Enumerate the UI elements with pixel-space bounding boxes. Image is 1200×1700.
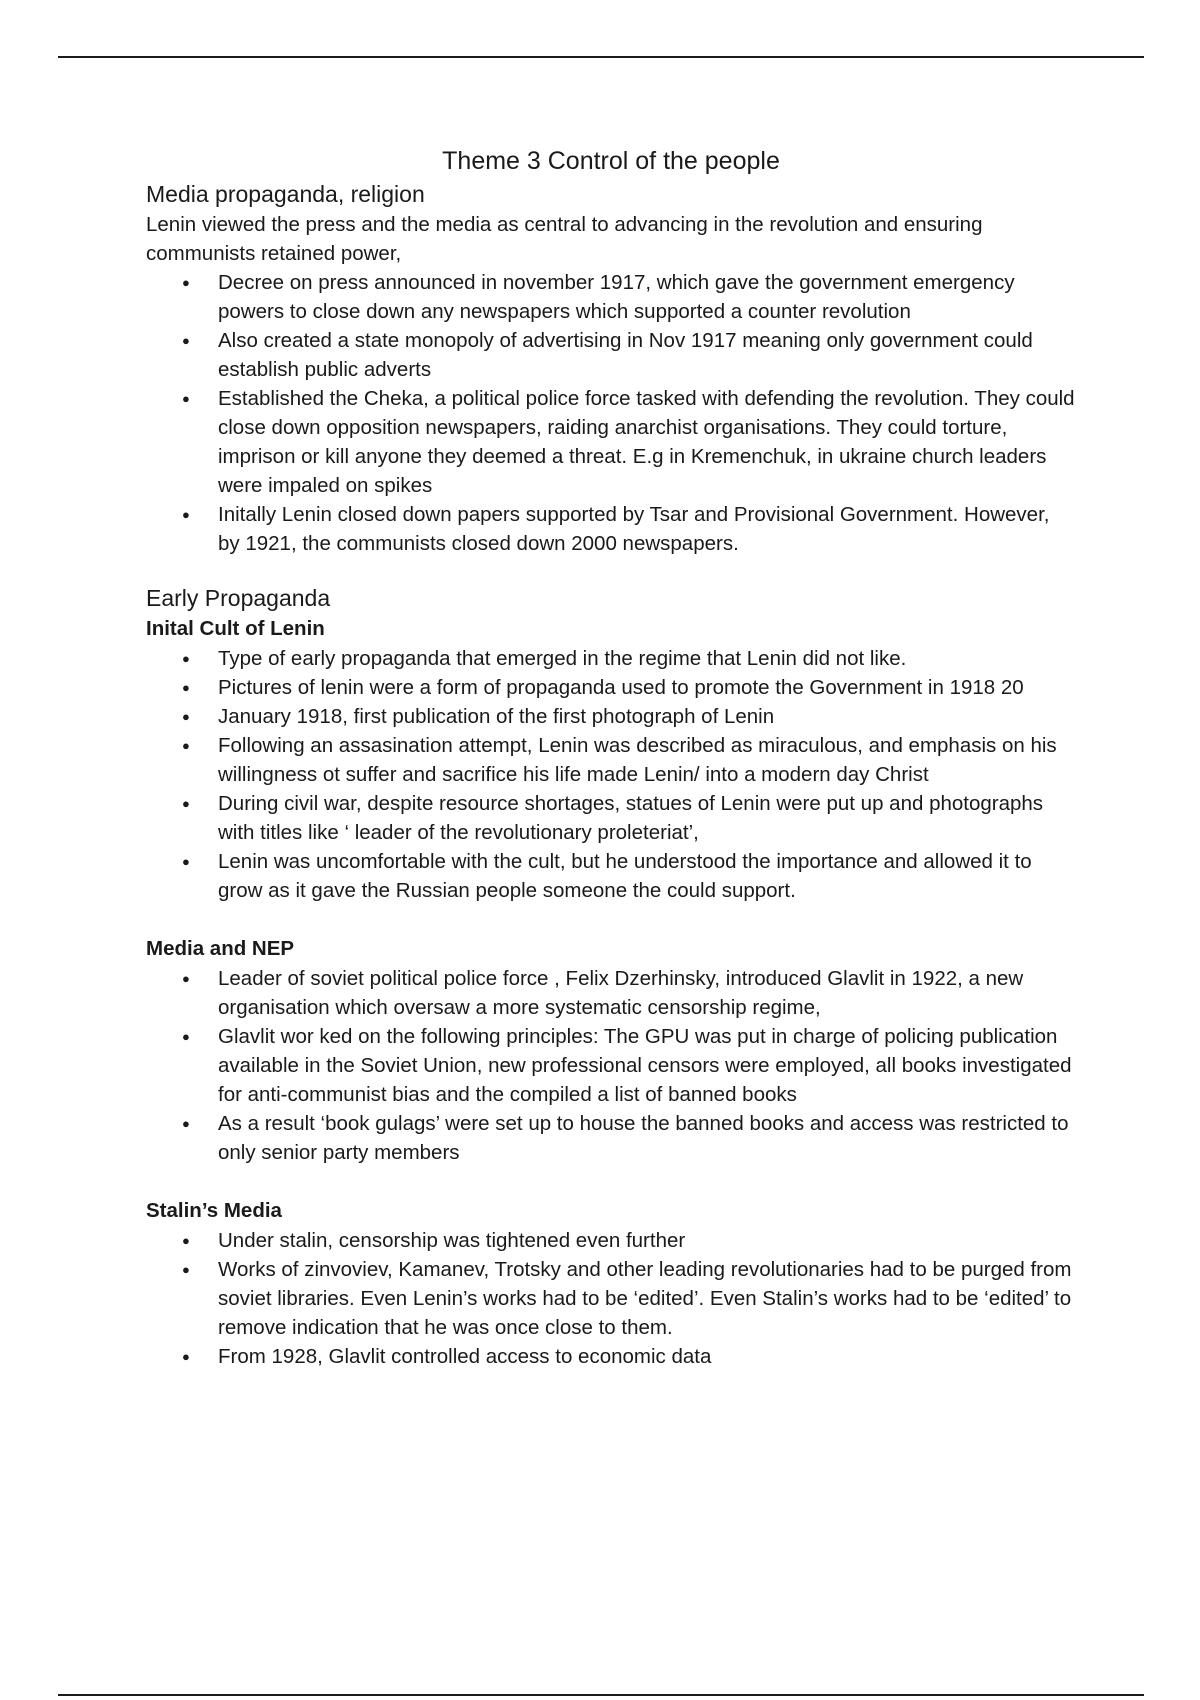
footer-rule bbox=[58, 1694, 1144, 1696]
bullet-list bbox=[146, 268, 1076, 558]
subsection-heading: Media and NEP bbox=[146, 937, 295, 960]
list-item: ● As a result ‘book gulags’ were set up to house the banned books and access was restricted to only senior party members bbox=[146, 1109, 1076, 1167]
header-rule bbox=[58, 56, 1144, 58]
subsection-heading: Inital Cult of Lenin bbox=[146, 617, 325, 640]
list-item: ● Following an assasination attempt, Lenin was described as miraculous, and emphasis on his willingness ot suffer and sacrifice his life made Lenin/ into a modern day Christ bbox=[146, 731, 1076, 789]
list-item: ● Works of zinvoviev, Kamanev, Trotsky and other leading revolutionaries had to be purged from soviet libraries. Even Lenin’s works had to be ‘edited’. Even Stalin’s works had to be ‘edited’ to remove indication that he was once close to them. bbox=[146, 1255, 1076, 1342]
section-media-propaganda bbox=[146, 178, 1076, 558]
list-item: ● During civil war, despite resource shortages, statues of Lenin were put up and photographs with titles like ‘ leader of the revolutionary proleteriat’, bbox=[146, 789, 1076, 847]
subsection-heading: Stalin’s Media bbox=[146, 1199, 282, 1222]
list-item: ● Lenin was uncomfortable with the cult, but he understood the importance and allowed it to grow as it gave the Russian people someone the could support. bbox=[146, 847, 1076, 905]
bullet-list bbox=[146, 1226, 1076, 1371]
bullet-list bbox=[146, 644, 1076, 905]
section-heading: Early Propaganda bbox=[146, 585, 331, 611]
section-media-and-nep bbox=[146, 934, 1076, 1167]
list-item: ● Leader of soviet political police force , Felix Dzerhinsky, introduced Glavlit in 1922, a new organisation which oversaw a more systematic censorship regime, bbox=[146, 964, 1076, 1022]
list-item: ● Decree on press announced in november 1917, which gave the government emergency powers to close down any newspapers which supported a counter revolution bbox=[146, 268, 1076, 326]
document-title: Theme 3 Control of the people bbox=[442, 147, 780, 175]
document-body bbox=[146, 144, 1076, 1371]
section-stalins-media bbox=[146, 1196, 1076, 1371]
list-item: ● Under stalin, censorship was tightened even further bbox=[146, 1226, 1076, 1255]
section-heading: Media propaganda, religion bbox=[146, 181, 425, 207]
list-item: ● From 1928, Glavlit controlled access to economic data bbox=[146, 1342, 1076, 1371]
list-item: ● Established the Cheka, a political police force tasked with defending the revolution. They could close down opposition newspapers, raiding anarchist organisations. They could torture, imprison or kill anyone they deemed a threat. E.g in Kremenchuk, in ukraine church leaders were impaled on spikes bbox=[146, 384, 1076, 500]
section-early-propaganda bbox=[146, 582, 1076, 905]
bullet-list bbox=[146, 964, 1076, 1167]
list-item: ● Also created a state monopoly of advertising in Nov 1917 meaning only government could establish public adverts bbox=[146, 326, 1076, 384]
list-item: ● January 1918, first publication of the first photograph of Lenin bbox=[146, 702, 1076, 731]
section-intro: Lenin viewed the press and the media as central to advancing in the revolution and ensuring communists retained power, bbox=[146, 213, 983, 265]
list-item: ● Glavlit wor ked on the following principles: The GPU was put in charge of policing publication available in the Soviet Union, new professional censors were employed, all books investigated for anti-communist bias and the compiled a list of banned books bbox=[146, 1022, 1076, 1109]
list-item: ● Type of early propaganda that emerged in the regime that Lenin did not like. bbox=[146, 644, 1076, 673]
list-item: ● Initally Lenin closed down papers supported by Tsar and Provisional Government. However, by 1921, the communists closed down 2000 newspapers. bbox=[146, 500, 1076, 558]
list-item: ● Pictures of lenin were a form of propaganda used to promote the Government in 1918 20 bbox=[146, 673, 1076, 702]
